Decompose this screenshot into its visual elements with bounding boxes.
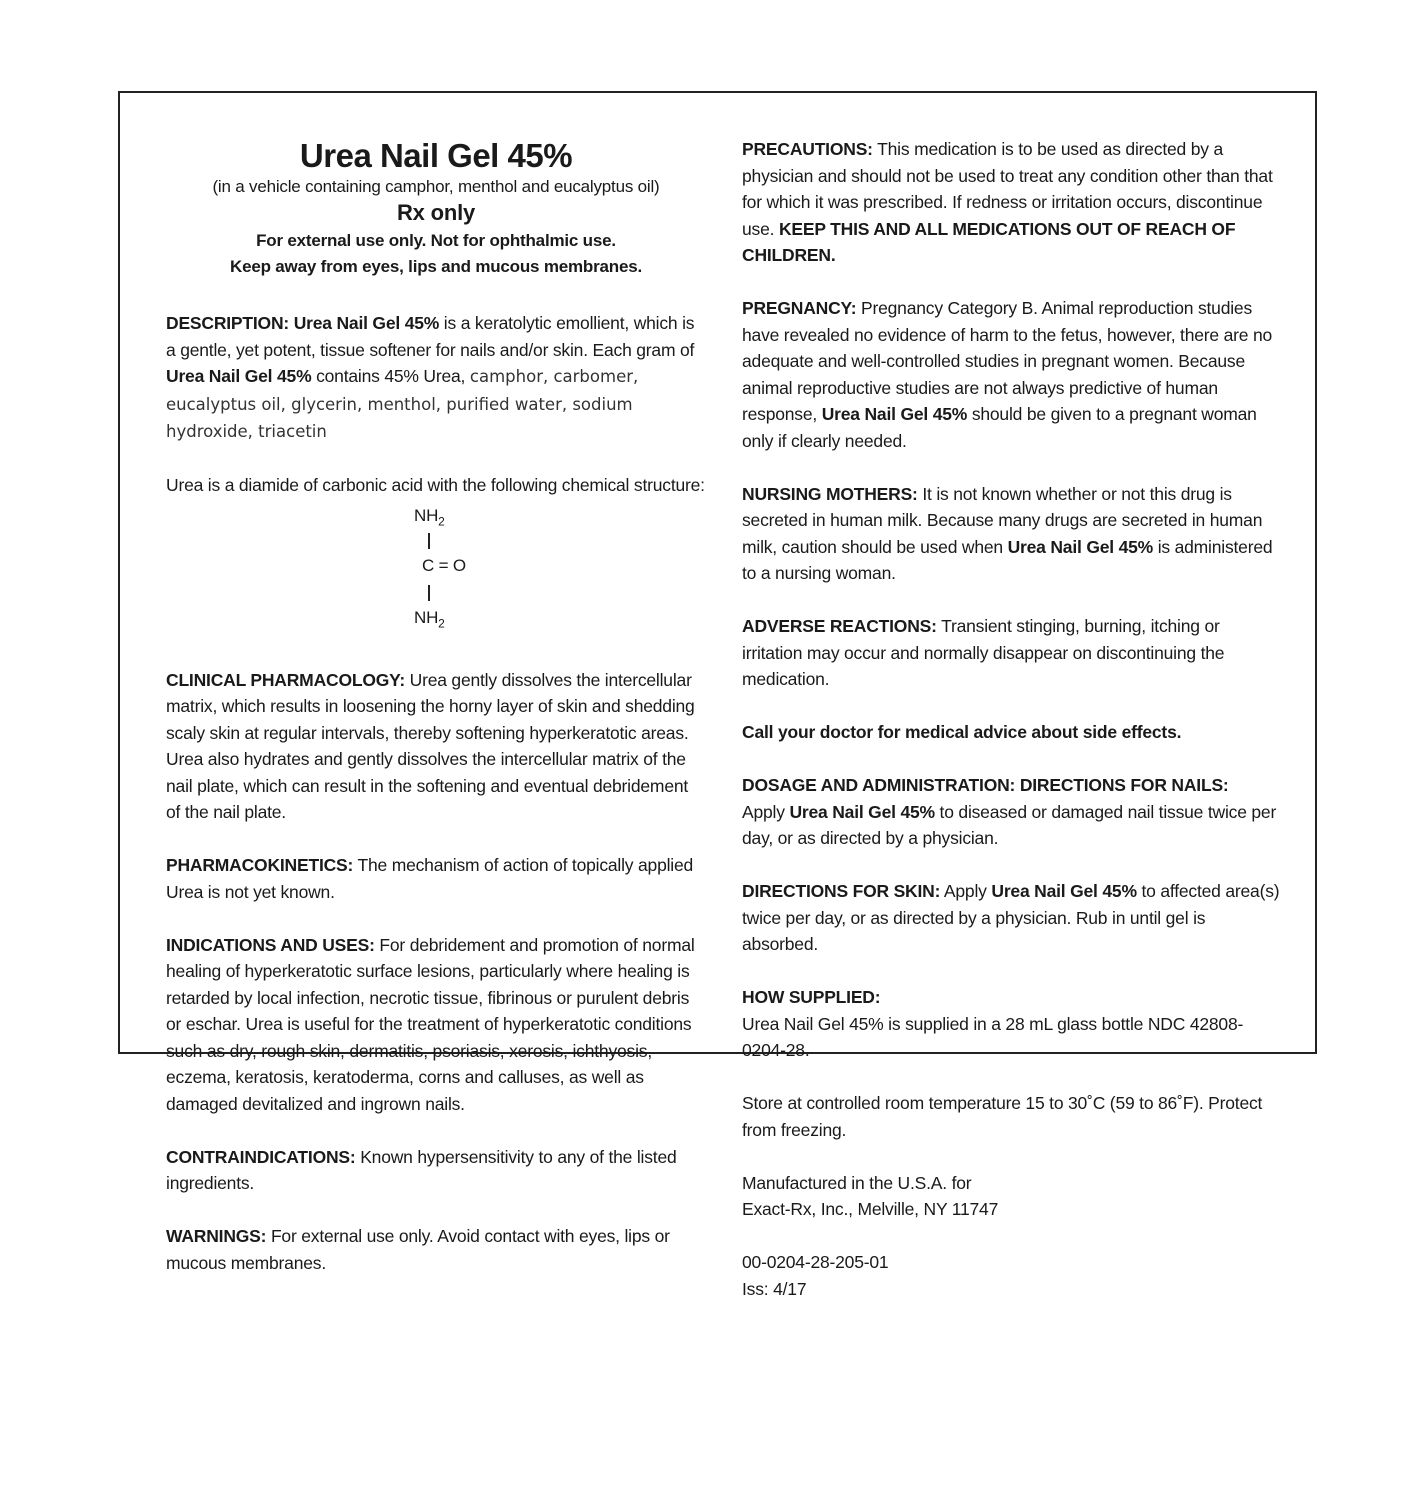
storage-note: Store at controlled room temperature 15 to 30˚C (59 to 86˚F). Protect from freezing. (742, 1093, 1263, 1140)
dosage-section (742, 772, 1282, 852)
warnings-text: For external use only. Avoid contact with eyes, lips or mucous membranes. (166, 1226, 670, 1273)
supplied-text: Urea Nail Gel 45% is supplied in a 28 mL glass bottle NDC 42808-0204-28. (742, 1013, 1244, 1060)
nursing-section (742, 481, 1282, 587)
manufacturer-line1: Manufactured in the U.S.A. for (742, 1172, 972, 1193)
structure-nh2-top: $NH_2$ (414, 505, 445, 528)
structure-bond-top (428, 533, 430, 549)
skin-text2: to affected area(s) twice per day, or as directed by a physician. Rub in until gel is absorbed. (742, 881, 1280, 954)
precautions-label: PRECAUTIONS: (742, 139, 873, 159)
pharmacokinetics-section (166, 852, 706, 905)
document-code (742, 1249, 1282, 1302)
structure-bond-bottom (428, 585, 430, 601)
description-product: Urea Nail Gel 45% (293, 313, 440, 333)
pharmacokinetics-label: PHARMACOKINETICS: (166, 855, 354, 875)
structure-carbonyl: C = O (422, 555, 466, 575)
indications-label: INDICATIONS AND USES: (166, 934, 375, 955)
adverse-text: Transient stinging, burning, itching or irritation may occur and normally disappear on discontinuing the medication. (742, 616, 1225, 689)
warnings-label: WARNINGS: (166, 1226, 267, 1246)
external-use-warning: For external use only. Not for ophthalmic use. (256, 231, 616, 250)
indications-text: For debridement and promotion of normal healing of hyperkeratotic surface lesions, particularly where healing is retarded by local infection, necrotic tissue, fibrinous or purulent debris or eschar. Urea is useful for the treatment of hyperkeratotic conditions such as dry, rough skin, dermatitis, psoriasis, xerosis, ichthyosis, eczema, keratosis, keratoderma, corns and calluses, as well as damaged devitalized and ingrown nails. (166, 934, 695, 1114)
dosage-label: DOSAGE AND ADMINISTRATION: DIRECTIONS FOR NAILS: (742, 775, 1229, 795)
skin-text1: Apply (940, 881, 992, 901)
skin-product: Urea Nail Gel 45% (991, 881, 1137, 901)
precautions-section (742, 136, 1282, 269)
code-number: 00-0204-28-205-01 (742, 1252, 889, 1272)
warnings-section (166, 1223, 706, 1276)
nursing-product: Urea Nail Gel 45% (1007, 536, 1154, 557)
dosage-text1: Apply (742, 801, 790, 822)
supplied-section (742, 984, 1282, 1064)
contraindications-label: CONTRAINDICATIONS: (166, 1146, 356, 1167)
ingredients-list: camphor, carbomer, eucalyptus oil, glycerin, menthol, purified water, sodium hydroxide, triacetin (166, 367, 639, 441)
skin-label: DIRECTIONS FOR SKIN: (742, 881, 941, 901)
dosage-product: Urea Nail Gel 45% (789, 801, 935, 822)
vehicle-note: (in a vehicle containing camphor, menthol and eucalyptus oil) (212, 177, 660, 196)
pregnancy-section (742, 295, 1282, 454)
structure-nh2-bottom: $NH_2$ (414, 607, 445, 630)
precautions-text: This medication is to be used as directed by a physician and should not be used to treat any condition other than that for which it was prescribed. If redness or irritation occurs, discontinue use. (742, 139, 1273, 239)
supplied-label: HOW SUPPLIED: (742, 987, 881, 1007)
pregnancy-text2: should be given to a pregnant woman only if clearly needed. (742, 404, 1257, 451)
contraindications-section (166, 1144, 706, 1197)
description-label: DESCRIPTION: (166, 313, 290, 333)
nursing-label: NURSING MOTHERS: (742, 483, 918, 504)
indications-section (166, 932, 706, 1118)
right-column (742, 136, 1282, 1302)
contraindications-text: Known hypersensitivity to any of the listed ingredients. (166, 1146, 677, 1193)
nursing-text2: is administered to a nursing woman. (742, 536, 1273, 583)
skin-section (742, 878, 1282, 958)
nursing-text1: It is not known whether or not this drug is secreted in human milk. Because many drugs are secreted in human milk, caution should be used when (742, 483, 1263, 557)
description-product2: Urea Nail Gel 45% (166, 366, 312, 386)
clinical-pharmacology-text: Urea gently dissolves the intercellular matrix, which results in loosening the horny layer of skin and shedding scaly skin at regular intervals, thereby softening hyperkeratotic areas. Urea also hydrates and gently dissolves the intercellular matrix of the nail plate, which can result in the softening and eventual debridement of the nail plate. (166, 669, 695, 822)
clinical-pharmacology-section (166, 667, 706, 826)
keep-away-warning: Keep away from eyes, lips and mucous membranes. (230, 257, 642, 276)
pharmacokinetics-text: The mechanism of action of topically applied Urea is not yet known. (166, 855, 694, 902)
urea-structure-intro: Urea is a diamide of carbonic acid with the following chemical structure: (166, 475, 705, 495)
keep-out-of-reach: KEEP THIS AND ALL MEDICATIONS OUT OF REACH OF CHILDREN. (742, 218, 1236, 265)
adverse-section (742, 613, 1282, 693)
pregnancy-text1: Pregnancy Category B. Animal reproduction studies have revealed no evidence of harm to the fetus, however, there are no adequate and well-controlled studies in pregnant women. Because animal reproductive studies are not always predictive of human response, (742, 298, 1273, 424)
product-title: Urea Nail Gel 45% (299, 137, 573, 174)
pregnancy-label: PREGNANCY: (742, 298, 857, 318)
pregnancy-product: Urea Nail Gel 45% (821, 404, 968, 424)
adverse-label: ADVERSE REACTIONS: (742, 616, 937, 636)
left-column (166, 130, 706, 1276)
manufacturer-info (742, 1170, 1282, 1223)
urea-chemical-structure (166, 503, 706, 643)
description-text1: is a keratolytic emollient, which is a gentle, yet potent, tissue softener for nails and/or skin. Each gram of (166, 313, 695, 360)
description-section (166, 310, 706, 446)
description-text2: contains 45% Urea, (311, 366, 466, 386)
clinical-pharmacology-label: CLINICAL PHARMACOLOGY: (166, 669, 405, 690)
dosage-text2: to diseased or damaged nail tissue twice per day, or as directed by a physician. (742, 801, 1277, 848)
issue-date: Iss: 4/17 (742, 1278, 807, 1299)
manufacturer-line2: Exact-Rx, Inc., Melville, NY 11747 (742, 1199, 999, 1219)
rx-only: Rx only (396, 200, 476, 225)
doctor-notice: Call your doctor for medical advice about side effects. (742, 722, 1182, 742)
